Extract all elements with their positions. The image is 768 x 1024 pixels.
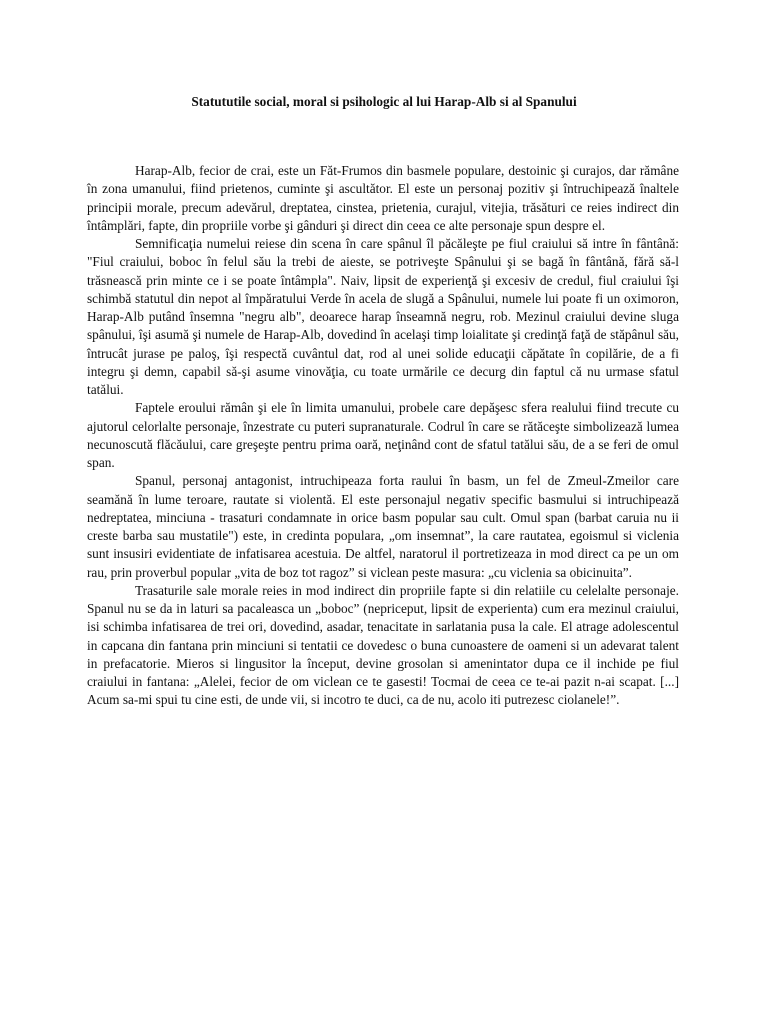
paragraph: Trasaturile sale morale reies in mod indirect din propriile fapte si din relatiile cu celelalte personaje. Spanul nu se da in laturi sa pacaleasca un „boboc” (nepriceput, lipsit de experienta) cum era mezinul craiului, isi schimba infatisarea de trei ori, dovedind, asadar, tenacitate in sarlatania pusa la cale. El atrage adolescentul in capcana din fantana prin minciuni si tentatii ce dovedesc o buna cunoastere de oameni si un adevarat talent in prefacatorie. Mieros si lingusitor la început, devine grosolan si amenintator dupa ce il inchide pe fiul craiului in fantana: „Alelei, fecior de om viclean ce te gasesti! Tocmai de ceea ce te-ai pazit n-ai scapat. [...] Acum sa-mi spui tu cine esti, de unde vii, si incotro te duci, ca de nu, acolo iti putrezesc ciolanele!”. — [87, 582, 679, 708]
paragraph: Semnificaţia numelui reiese din scena în care spânul îl păcăleşte pe fiul craiului să intre în fântână: "Fiul craiului, boboc în felul său la trebi de aieste, se potriveşte Spânului şi se bagă în fântână, fără să-l trăsnească prin minte ce i se poate întâmpla". Naiv, lipsit de experienţă şi excesiv de credul, fiul craiului îşi schimbă statutul din nepot al împăratului Verde în acela de slugă a Spânului, numele lui poate fi un oximoron, Harap-Alb putând însemna "negru alb", deoarece harap înseamnă negru, rob. Mezinul craiului devine sluga spânului, îşi asumă şi numele de Harap-Alb, dovedind în acelaşi timp loialitate şi credinţă faţă de stăpânul său, întrucât jurase pe paloş, îşi respectă cuvântul dat, rod al unei solide educaţii căpătate în copilărie, de a fi integru şi demn, capabil să-şi asume vinovăţia, cu toate urmările ce decurg din faptul că nu urmase sfatul tatălui. — [87, 236, 679, 397]
document-title: Statututile social, moral si psihologic al lui Harap-Alb si al Spanului — [191, 94, 577, 109]
paragraph: Harap-Alb, fecior de crai, este un Făt-Frumos din basmele populare, destoinic şi curajos, dar rămâne în zona umanului, fiind prietenos, cuminte şi ascultător. El este un personaj pozitiv şi întruchipează înaltele principii morale, precum adevărul, dreptatea, cinstea, prietenia, curajul, vitejia, trăsături ce reies indirect din întâmplări, fapte, din propriile vorbe şi gânduri şi direct din ceea ce alte personaje spun despre el. — [87, 163, 679, 233]
paragraph: Spanul, personaj antagonist, intruchipeaza forta raului în basm, un fel de Zmeul-Zmeilor care seamănă în lume teroare, rautate si violentă. El este personajul negativ specific basmului si intruchipează nedreptatea, minciuna - trasaturi condamnate in orice basm popular sau cult. Omul span (barbat caruia nu ii creste barba sau mustatile") este, in credinta populara, „om insemnat”, la care rautatea, egoismul si viclenia sunt insusiri evidentiate de infatisarea acestuia. De altfel, naratorul il portretizeaza in mod direct ca pe un om rau, prin proverbul popular „vita de boz tot ragoz” si viclean peste masura: „cu viclenia sa obicinuita”. — [87, 473, 679, 580]
paragraph: Faptele eroului rămân şi ele în limita umanului, probele care depăşesc sfera realului fiind trecute cu ajutorul celorlalte personaje, înzestrate cu puteri supranaturale. Codrul în care se rătăceşte simbolizează lumea necunoscută flăcăului, care greşeşte pentru prima oară, neţinând cont de sfatul tatălui său, de a se feri de omul span. — [87, 400, 679, 470]
document-body — [87, 162, 679, 710]
